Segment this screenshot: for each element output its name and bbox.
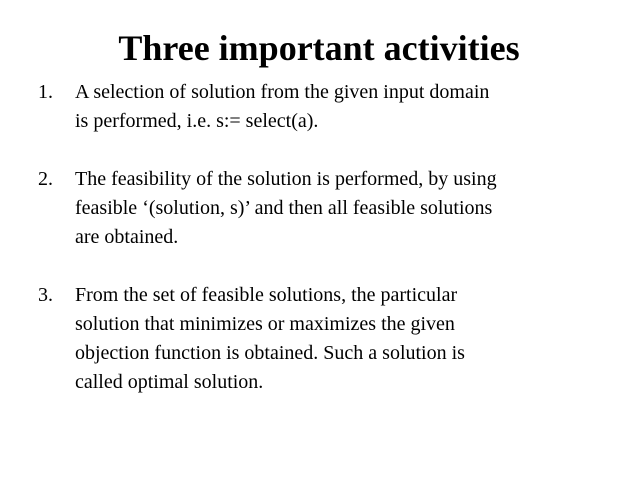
item-line: solution that minimizes or maximizes the given: [75, 313, 455, 335]
activity-item-1: [38, 78, 618, 136]
item-line: called optimal solution.: [75, 371, 264, 393]
item-line: A selection of solution from the given input domain: [75, 81, 490, 103]
item-line: feasible ‘(solution, s)’ and then all feasible solutions: [75, 197, 493, 219]
item-line: From the set of feasible solutions, the particular: [75, 284, 458, 306]
item-line: The feasibility of the solution is performed, by using: [75, 168, 497, 190]
activity-item-3: [38, 281, 618, 397]
item-line: are obtained.: [75, 226, 179, 248]
item-line: objection function is obtained. Such a solution is: [75, 342, 465, 364]
item-line: is performed, i.e. s:= select(a).: [75, 110, 319, 132]
item-number: 2.: [38, 168, 53, 190]
activity-list: [38, 78, 618, 426]
item-number: 1.: [38, 81, 53, 103]
activity-item-2: [38, 165, 618, 252]
slide-title: Three important activities: [118, 28, 520, 68]
item-number: 3.: [38, 284, 53, 306]
